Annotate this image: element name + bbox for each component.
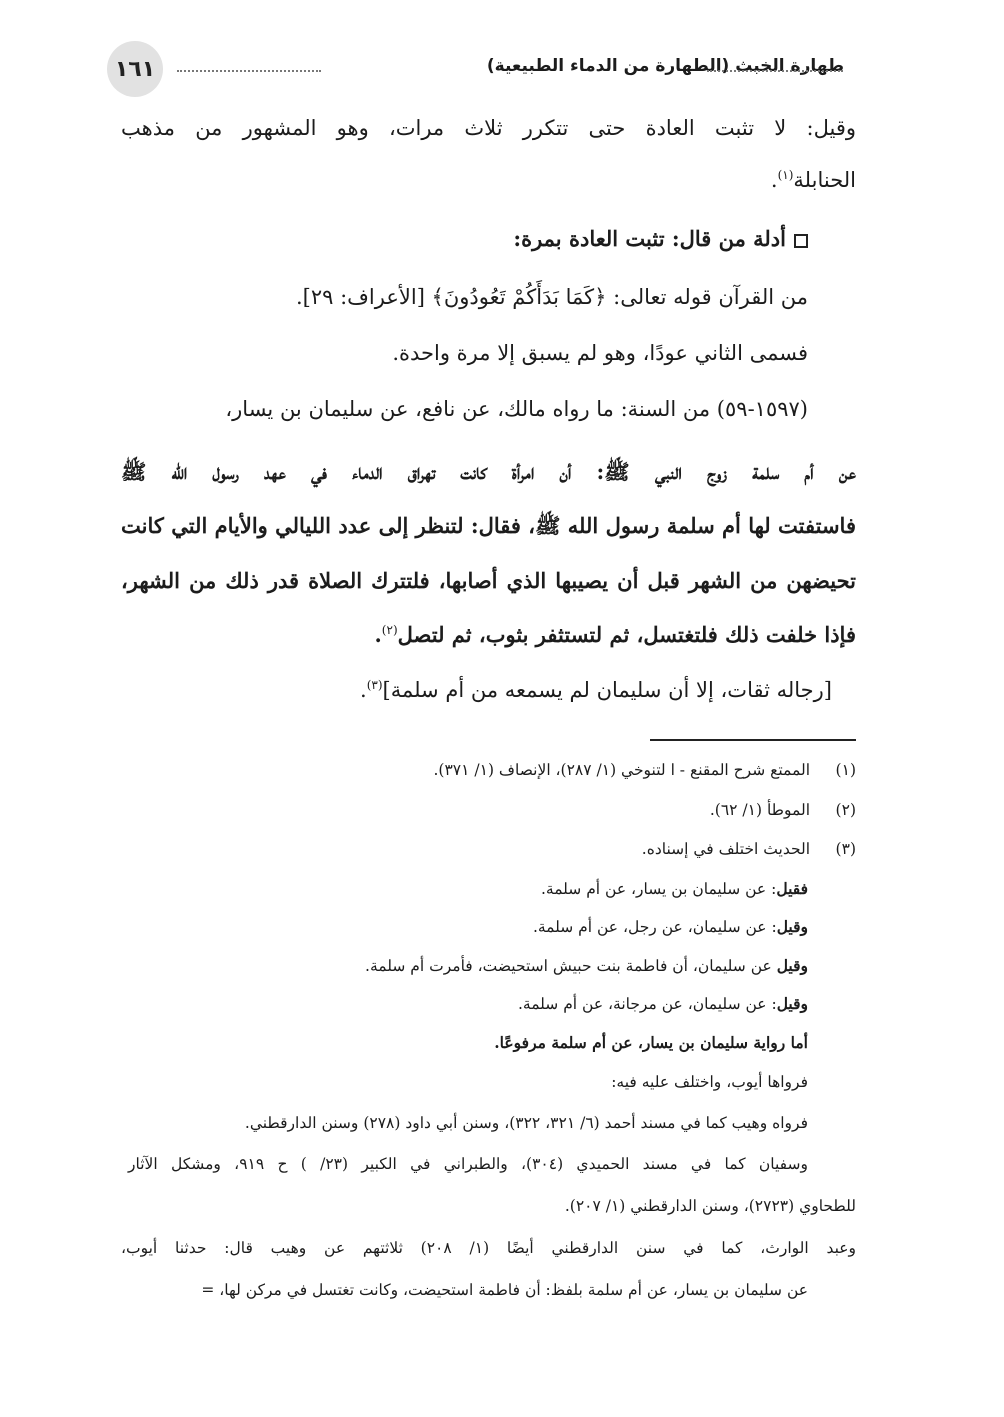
footnote-3-line-6: فرواها أيوب، واختلف عليه فيه: [611,1073,808,1091]
footnote-1 [434,761,857,780]
footnote-2 [710,801,856,820]
footnote-3-line-1-bold: فقيل [776,879,808,898]
footnote-3-line-2-bold: وقيل [776,917,808,936]
body-line-2-text: الحنابلة [793,168,856,192]
header-leader-dots-right [707,70,843,72]
footnote-1-number: (١) [835,761,856,779]
footnote-3-number: (٣) [835,840,856,858]
hadith-number-line: (١٥٩٧-٥٩) من السنة: ما رواه مالك، عن نافع، عن سليمان بن يسار، [225,397,808,421]
narrators-note-end: . [360,678,367,702]
hadith-line-1: عن أم سلمة زوج النبي ﷺ: أن امرأة كانت تهراق الدماء في عهد رسول الله ﷺ [121,459,856,484]
footnote-3-line-9: للطحاوي (٢٧٢٣)، وسنن الدارقطني (١/ ٢٠٧). [564,1197,856,1215]
footnote-3-line-4-bold: وقيل [776,994,808,1013]
narrators-note-text: [رجاله ثقات، إلا أن سليمان لم يسمعه من أم سلمة] [382,678,832,702]
body-line-2-end: . [770,168,778,192]
footnote-3-line-1-rest: : عن سليمان بن يسار، عن أم سلمة. [540,880,777,898]
footnote-2-number: (٢) [835,801,856,819]
footnote-3-line-1 [541,880,808,899]
footnote-3-line-2-rest: : عن سليمان، عن رجل، عن أم سلمة. [532,918,777,936]
page-number: ١٦١ [107,41,163,97]
footnote-3-line-3-rest: عن سليمان، أن فاطمة بنت حبيش استحيضت، فأمرت أم سلمة. [365,957,777,975]
footnote-3-line-5: أما رواية سليمان بن يسار، عن أم سلمة مرفوعًا. [494,1033,808,1052]
hadith-line-3: تحيضهن من الشهر قبل أن يصيبها الذي أصابها، فلتترك الصلاة قدر ذلك من الشهر، [121,568,856,593]
footnote-3-line-11: عن سليمان بن يسار، عن أم سلمة بلفظ: أن فاطمة استحيضت، وكانت تغتسل في مركن لها، = [201,1281,808,1299]
hadith-line-4-text: فإذا خلفت ذلك فلتغتسل، ثم لتستثفر بثوب، ثم لتصل [397,622,856,647]
quran-line: من القرآن قوله تعالى: ﴿كَمَا بَدَأَكُمْ تَعُودُونَ﴾ [الأعراف: ٢٩]. [295,285,808,309]
body-line-named: فسمى الثاني عودًا، وهو لم يسبق إلا مرة واحدة. [392,341,808,365]
header-leader-dots-left [177,70,321,72]
footnote-3-line-4 [518,995,808,1014]
body-line-1: وقيل: لا تثبت العادة حتى تتكرر ثلاث مرات، وهو المشهور من مذهب [121,116,856,140]
footnote-1-text: الممتع شرح المقنع - ا لتنوخي (١/ ٢٨٧)، الإنصاف (١/ ٣٧١). [433,761,810,779]
footnote-3-line-3-bold: وقيل [776,956,808,975]
footnote-3-text: الحديث اختلف في إسناده. [641,840,810,858]
narrators-note [360,678,832,703]
footnote-3-line-8: وسفيان كما في مسند الحميدي (٣٠٤)، والطبراني في الكبير (٢٣/ ) ح ٩١٩، ومشكل الآثار [128,1155,808,1173]
hadith-line-4 [374,622,856,647]
hadith-line-2: فاستفتت لها أم سلمة رسول الله ﷺ، فقال: لتنظر إلى عدد الليالي والأيام التي كانت [121,513,856,538]
footnote-3-line-4-rest: : عن سليمان، عن مرجانة، عن أم سلمة. [517,995,777,1013]
running-header-title: طهارة الخبث (الطهارة من الدماء الطبيعية) [486,56,844,76]
section-heading [513,226,808,251]
hadith-line-4-end: . [374,622,382,647]
checkbox-square-icon [794,234,808,248]
footnote-ref-1: (١) [777,168,794,182]
footnote-3-line-10: وعبد الوارث، كما في سنن الدارقطني أيضًا (١/ ٢٠٨) ثلاثتهم عن وهيب قال: حدثنا أيوب، [121,1239,857,1257]
section-heading-text: أدلة من قال: تثبت العادة بمرة: [513,226,786,251]
footnote-divider [650,739,856,741]
footnote-ref-3: (٣) [366,678,383,692]
footnote-3-line-7: فرواه وهيب كما في مسند أحمد (٦/ ٣٢١، ٣٢٢)، وسنن أبي داود (٢٧٨) وسنن الدارقطني. [244,1114,808,1132]
body-line-2 [771,168,856,193]
footnote-2-text: الموطأ (١/ ٦٢). [709,801,810,819]
footnote-3-line-3 [365,957,808,976]
footnote-3-line-2 [533,918,808,937]
footnote-3 [642,840,856,859]
footnote-ref-2: (٢) [381,623,398,637]
